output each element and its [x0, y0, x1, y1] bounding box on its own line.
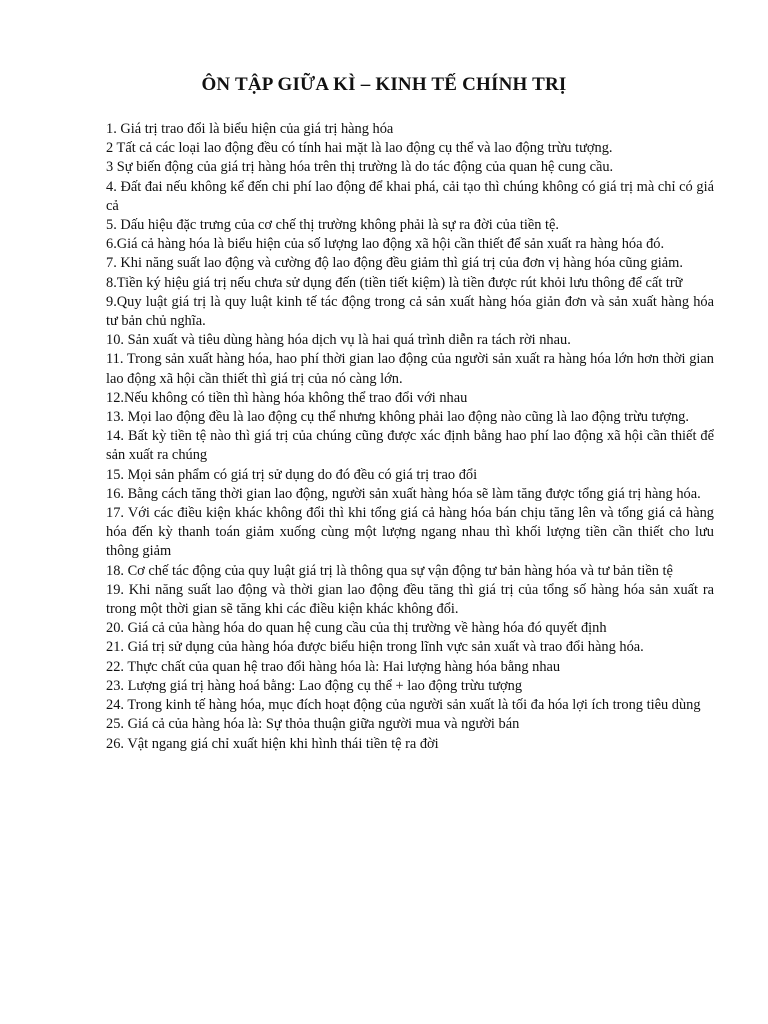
- statement-item: 10. Sản xuất và tiêu dùng hàng hóa dịch vụ là hai quá trình diễn ra tách rời nhau.: [106, 332, 571, 349]
- statement-item: 5. Dấu hiệu đặc trưng của cơ chế thị trường không phải là sự ra đời của tiền tệ.: [106, 217, 560, 234]
- statement-item: 6.Giá cả hàng hóa là biểu hiện của số lượng lao động xã hội cần thiết để sản xuất ra hàng hóa đó.: [106, 236, 665, 253]
- statement-item: 19. Khi năng suất lao động và thời gian lao động đều tăng thì giá trị của tổng số hàng hóa sản xuất ra trong một thời gian sẽ tăng khi các điều kiện khác không đổi.: [106, 581, 714, 618]
- statement-item: 22. Thực chất của quan hệ trao đổi hàng hóa là: Hai lượng hàng hóa bằng nhau: [106, 658, 561, 675]
- statement-item: 26. Vật ngang giá chỉ xuất hiện khi hình thái tiền tệ ra đời: [106, 735, 439, 752]
- statement-item: 11. Trong sản xuất hàng hóa, hao phí thời gian lao động của người sản xuất ra hàng hóa lớn hơn thời gian lao động xã hội cần thiết thì giá trị của nó càng lớn.: [106, 351, 714, 387]
- statement-list: [106, 120, 714, 754]
- document-title: ÔN TẬP GIỮA KÌ – KINH TẾ CHÍNH TRỊ: [201, 74, 567, 95]
- statement-item: 25. Giá cả của hàng hóa là: Sự thỏa thuận giữa người mua và người bán: [106, 716, 520, 733]
- statement-item: 4. Đất đai nếu không kể đến chi phí lao động để khai phá, cải tạo thì chúng không có giá trị mà chỉ có giá cả: [106, 178, 714, 214]
- statement-item: 1. Giá trị trao đổi là biểu hiện của giá trị hàng hóa: [106, 121, 394, 137]
- statement-item: 18. Cơ chế tác động của quy luật giá trị là thông qua sự vận động tư bản hàng hóa và tư bản tiền tệ: [106, 562, 673, 579]
- statement-item: 3 Sự biến động của giá trị hàng hóa trên thị trường là do tác động của quan hệ cung cầu.: [106, 159, 614, 176]
- statement-item: 7. Khi năng suất lao động và cường độ lao động đều giảm thì giá trị của đơn vị hàng hóa cũng giảm.: [106, 255, 683, 272]
- statement-item: 17. Với các điều kiện khác không đổi thì khi tổng giá cả hàng hóa bán chịu tăng lên và tổng giá cả hàng hóa đến kỳ thanh toán giảm xuống cùng một lượng ngang nhau thì khối lượng tiền cần thiết cho lưu thông giảm: [106, 505, 714, 560]
- statement-item: 24. Trong kinh tế hàng hóa, mục đích hoạt động của người sản xuất là tối đa hóa lợi ích trong tiêu dùng: [106, 697, 701, 714]
- statement-item: 12.Nếu không có tiền thì hàng hóa không thể trao đổi với nhau: [106, 389, 468, 406]
- statement-item: 16. Bằng cách tăng thời gian lao động, người sản xuất hàng hóa sẽ làm tăng được tổng giá trị hàng hóa.: [106, 485, 701, 502]
- statement-item: 14. Bất kỳ tiền tệ nào thì giá trị của chúng cũng được xác định bằng hao phí lao động xã hội cần thiết để sản xuất ra chúng: [106, 428, 714, 464]
- statement-item: 20. Giá cả của hàng hóa do quan hệ cung cầu của thị trường về hàng hóa đó quyết định: [106, 620, 607, 637]
- statement-item: 21. Giá trị sử dụng của hàng hóa được biểu hiện trong lĩnh vực sản xuất và trao đổi hàng hóa.: [106, 639, 644, 656]
- statement-item: 9.Quy luật giá trị là quy luật kinh tế tác động trong cả sản xuất hàng hóa giản đơn và sản xuất hàng hóa tư bản chủ nghĩa.: [106, 293, 714, 330]
- statement-item: 13. Mọi lao động đều là lao động cụ thể nhưng không phải lao động nào cũng là lao động trừu tượng.: [106, 409, 689, 426]
- statement-item: 15. Mọi sản phẩm có giá trị sử dụng do đó đều có giá trị trao đổi: [106, 466, 478, 483]
- statement-item: 8.Tiền ký hiệu giá trị nếu chưa sử dụng đến (tiền tiết kiệm) là tiền được rút khỏi lưu thông để cất trữ: [106, 274, 683, 291]
- statement-item: 23. Lượng giá trị hàng hoá bằng: Lao động cụ thể + lao động trừu tượng: [106, 677, 523, 694]
- statement-item: 2 Tất cả các loại lao động đều có tính hai mặt là lao động cụ thể và lao động trừu tượng.: [106, 140, 613, 157]
